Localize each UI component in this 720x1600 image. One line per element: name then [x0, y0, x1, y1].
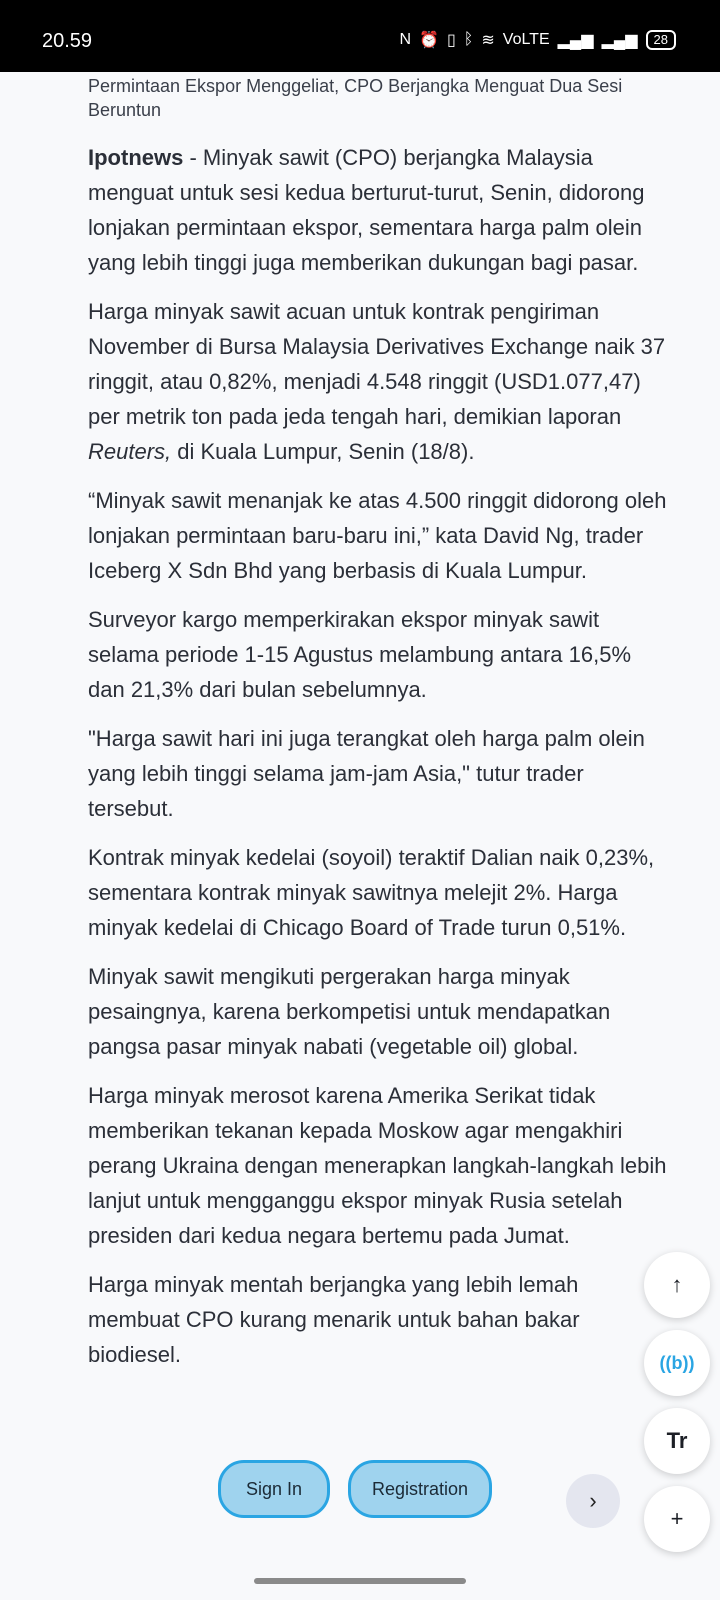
article-paragraph: “Minyak sawit menanjak ke atas 4.500 ringgit didorong oleh lonjakan permintaan baru-baru ini,” kata David Ng, trader Iceberg X Sdn Bhd yang berbasis di Kuala Lumpur. [88, 488, 667, 583]
battery-icon: 28 [646, 30, 676, 50]
home-indicator[interactable] [254, 1578, 466, 1584]
article-text: Harga minyak sawit acuan untuk kontrak pengiriman November di Bursa Malaysia Derivatives Exchange naik 37 ringgit, atau 0,82%, menjadi 4.548 ringgit (USD1.077,47) per metrik ton pada jeda tengah hari, demikian laporan [88, 299, 666, 429]
audio-button[interactable] [644, 1330, 710, 1396]
article-paragraph [88, 294, 668, 469]
article-text: di Kuala Lumpur, Senin (18/8). [171, 439, 475, 464]
status-bar [0, 0, 720, 72]
status-icons [399, 30, 676, 50]
next-article-button[interactable] [566, 1474, 620, 1528]
volte-icon: VoLTE [502, 31, 550, 48]
article-paragraph: Kontrak minyak kedelai (soyoil) teraktif Dalian naik 0,23%, sementara kontrak minyak sawitnya melejit 2%. Harga minyak kedelai di Chicago Board of Trade turun 0,51%. [88, 845, 655, 940]
vibrate-icon: ▯ [446, 32, 456, 49]
sign-in-label: Sign In [245, 1478, 303, 1499]
article-paragraph: Minyak sawit mengikuti pergerakan harga minyak pesaingnya, karena berkompetisi untuk mendapatkan pangsa pasar minyak nabati (vegetable oil) global. [88, 964, 611, 1059]
registration-label: Registration [371, 1478, 469, 1499]
sign-in-button[interactable] [218, 1460, 330, 1518]
article-paragraph [88, 140, 668, 280]
status-time: 20.59 [42, 30, 93, 52]
plus-icon: + [670, 1506, 684, 1531]
article-content [88, 72, 668, 1386]
article-paragraph: "Harga sawit hari ini juga terangkat oleh harga palm olein yang lebih tinggi selama jam-jam Asia," tutur trader tersebut. [88, 726, 645, 821]
wifi-icon: ≋ [481, 32, 495, 49]
text-size-icon: Tr [666, 1428, 688, 1453]
article-paragraph: Surveyor kargo memperkirakan ekspor minyak sawit selama periode 1-15 Agustus melambung antara 16,5% dan 21,3% dari bulan sebelumnya. [88, 607, 632, 702]
text-size-button[interactable] [644, 1408, 710, 1474]
article-text: - Minyak sawit (CPO) berjangka Malaysia menguat untuk sesi kedua berturut-turut, Senin, didorong lonjakan permintaan ekspor, sementara harga palm olein yang lebih tinggi juga memberikan dukungan bagi pasar. [88, 145, 645, 275]
article-source-reuters: Reuters, [88, 439, 172, 464]
registration-button[interactable] [348, 1460, 492, 1518]
arrow-up-icon: ↑ [671, 1272, 683, 1297]
signal-icon: ▂▄▆ [601, 32, 638, 49]
article-paragraph: Harga minyak mentah berjangka yang lebih lemah membuat CPO kurang menarik untuk bahan bakar biodiesel. [88, 1272, 580, 1367]
article-source: Ipotnews [88, 145, 184, 170]
chevron-right-icon: › [589, 1488, 597, 1513]
article-paragraph: Harga minyak merosot karena Amerika Serikat tidak memberikan tekanan kepada Moskow agar mengakhiri perang Ukraina dengan menerapkan langkah-langkah lebih lanjut untuk mengganggu ekspor minyak Rusia setelah presiden dari kedua negara bertemu pada Jumat. [88, 1083, 667, 1248]
more-button[interactable] [644, 1486, 710, 1552]
scroll-top-button[interactable] [644, 1252, 710, 1318]
bluetooth-icon: ᛒ [463, 31, 474, 48]
signal-icon: ▂▄▆ [557, 32, 594, 49]
alarm-icon: ⏰ [419, 32, 439, 49]
b-audio-icon: ((b)) [659, 1352, 695, 1373]
nfc-icon: N [399, 31, 412, 48]
article-lead-title: Permintaan Ekspor Menggeliat, CPO Berjangka Menguat Dua Sesi Beruntun [88, 76, 623, 120]
